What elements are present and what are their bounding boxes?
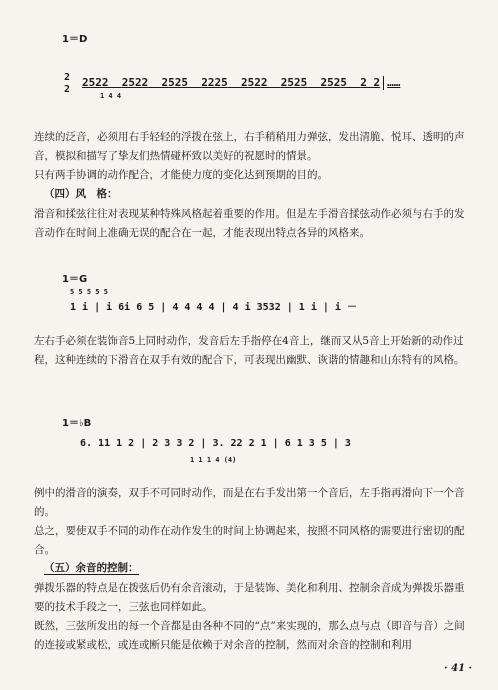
paragraph-3: 滑音和揉弦往往对表现某种特殊风格起着重要的作用。但是左手滑音揉弦动作必须与右手的发音动作在时间上准确无误的配合在一起，才能表现出特点各异的风格来。	[34, 208, 465, 239]
example-1-notes	[82, 76, 400, 90]
note-group: 2525	[161, 76, 188, 89]
note-group: 2525	[320, 76, 347, 89]
example-3-notes: 6. 11 1 2 | 2 3 3 2 | 3. 22 2 1 | 6 1 3 5 | 3	[80, 438, 351, 449]
note-group: 2225	[201, 76, 228, 89]
paragraph-4: 左右手必须在装饰音5上同时动作，发音后左手指停在4音上，继而又从5音上开始新的动作过程，这种连续的下滑音在双手有效的配合下，可表现出幽默、诙谐的情趣和山东特有的风格。	[34, 335, 465, 366]
note-group: 2525	[280, 76, 308, 89]
bar-line	[383, 76, 384, 90]
example-3-key: 1＝♭B	[62, 418, 92, 429]
example-2-notes: 1 i | i 6i 6 5 | 4 4 4 4 | 4 i 3532 | 1 i | i －	[70, 302, 357, 313]
paragraph-8: 既然，三弦所发出的每一个音都是由各种不同的“点”来实现的，那么点与点（即音与音）之间的连接或紧或松，或连或断只能是依赖于对余音的控制，然而对余音的控制和利用	[34, 620, 465, 651]
page-number: · 41 ·	[444, 663, 472, 674]
example-1-time-signature	[64, 72, 70, 96]
continuation-mark: ……	[387, 76, 401, 89]
example-2-key: 1＝G	[62, 274, 88, 285]
paragraph-2: 只有两手协调的动作配合，才能使力度的变化达到预期的目的。	[34, 169, 328, 181]
note-group: 2 2	[360, 76, 381, 89]
time-top: 2	[64, 72, 71, 83]
paragraph-6: 总之，要使双手不同的动作在动作发生的时间上协调起来，按照不同风格的需要进行密切的配合。	[34, 525, 465, 556]
note-group: 2522	[82, 76, 109, 89]
example-2-marks: 5 5 5 5 5	[70, 288, 108, 296]
note-group: 2522	[241, 76, 268, 89]
section-heading-5-text: （五）余音的控制：	[44, 562, 139, 574]
section-heading-4: （四）风 格：	[44, 188, 118, 200]
example-1-fingering: 1 4 4	[100, 92, 122, 100]
note-group: 2522	[121, 76, 149, 89]
paragraph-1: 连续的泛音，必须用右手轻轻的浮拨在弦上，右手稍稍用力弹弦，发出清脆、悦耳、透明的声音，模拟和描写了挚友们热情碰杯致以美好的祝愿时的情景。	[34, 131, 465, 162]
example-1-key: 1＝D	[62, 34, 88, 45]
time-bottom: 2	[64, 84, 71, 95]
example-3-marks: 1 1 1 4 (4)	[190, 456, 237, 464]
section-heading-5	[44, 560, 139, 575]
paragraph-7: 弹拨乐器的特点是在拨弦后仍有余音滚动，于是装饰、美化和利用、控制余音成为弹拨乐器重要的技术手段之一，三弦也同样如此。	[34, 582, 465, 613]
paragraph-5: 例中的滑音的演奏，双手不可同时动作，而是在右手发出第一个音后，左手指再滑向下一个音的。	[34, 487, 465, 518]
